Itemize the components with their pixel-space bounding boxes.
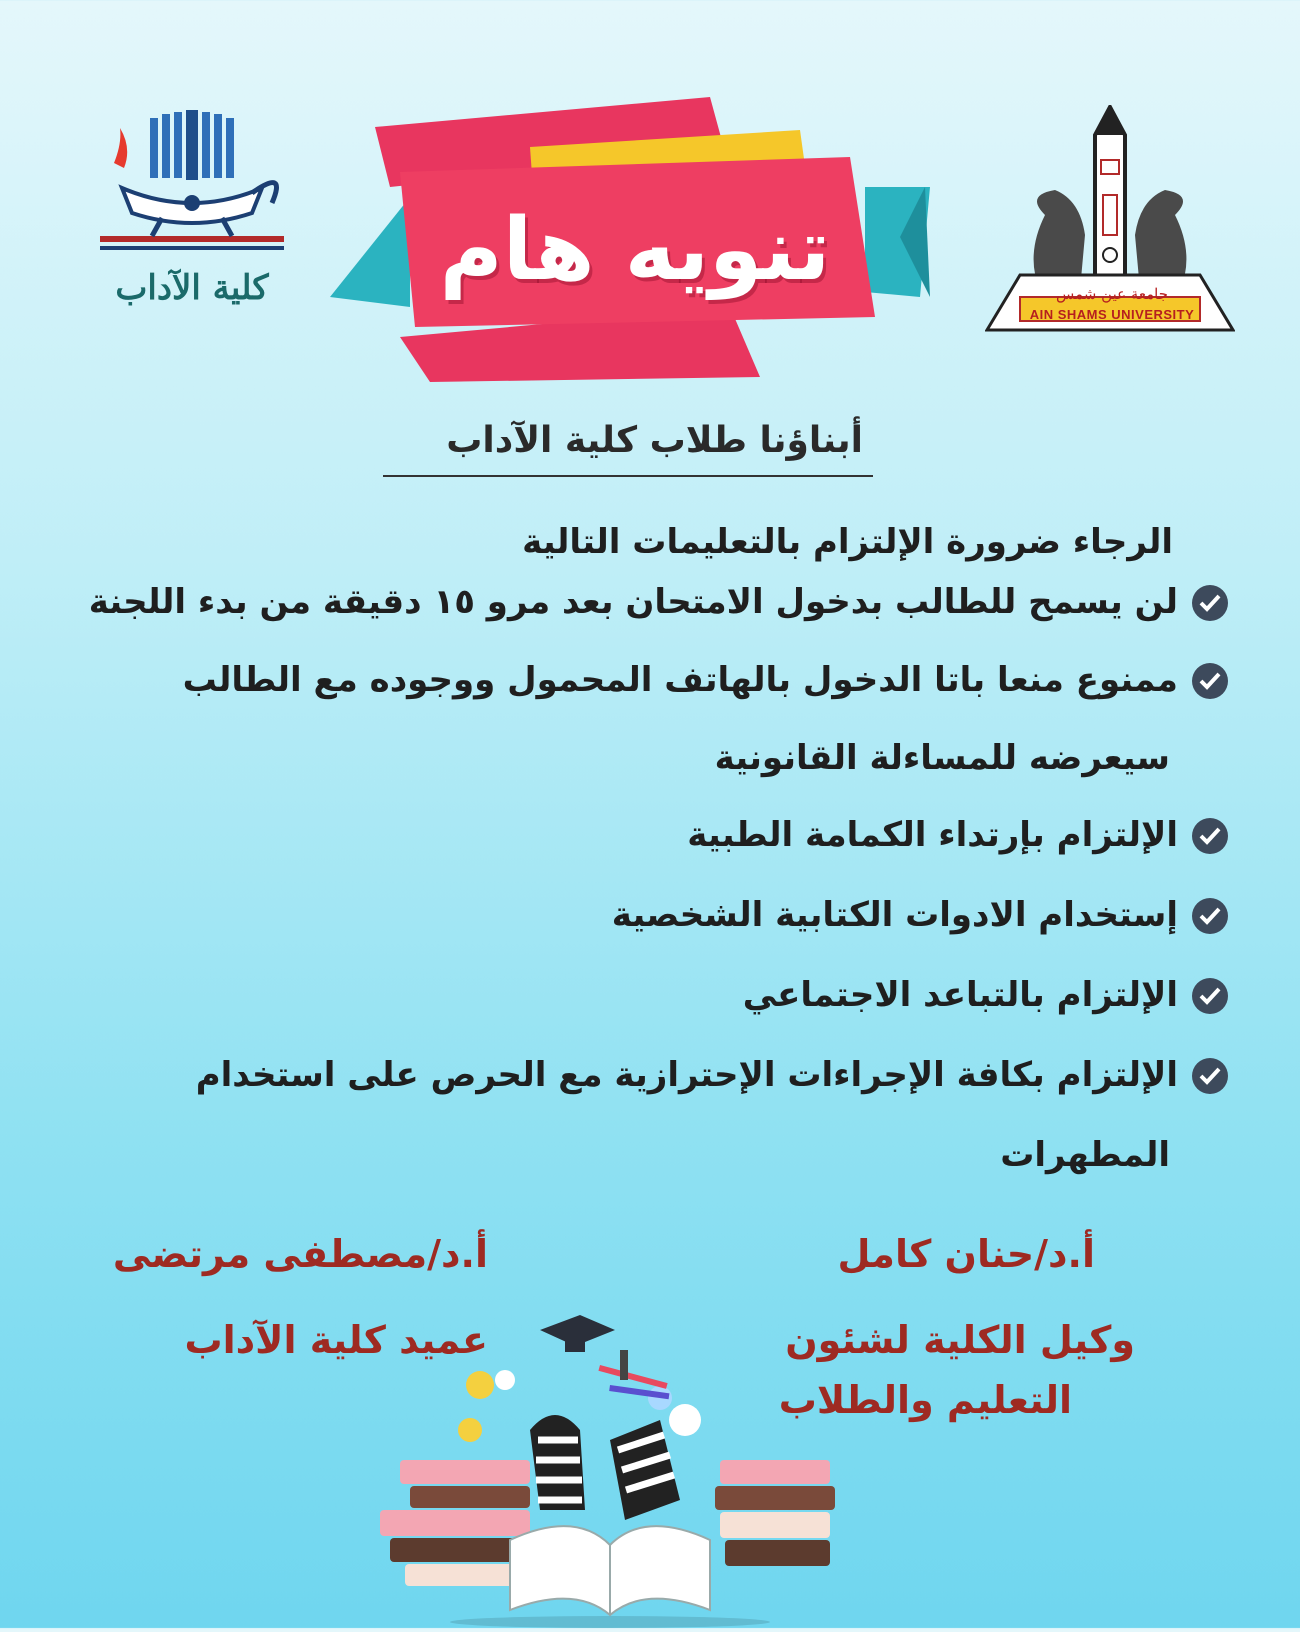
rule-item: الإلتزام بكافة الإجراءات الإحترازية مع الحرص على استخدام [195, 1055, 1178, 1095]
books-stack-icon [380, 1310, 840, 1628]
check-circle-icon [1192, 585, 1228, 621]
dean-name: أ.د/مصطفى مرتضى [112, 1232, 488, 1276]
check-circle-icon [1192, 1058, 1228, 1094]
rule-item: لن يسمح للطالب بدخول الامتحان بعد مرو ١٥ دقيقة من بدء اللجنة [88, 582, 1178, 622]
rule-item: الإلتزام بإرتداء الكمامة الطبية [687, 815, 1178, 855]
rule-item: إستخدام الادوات الكتابية الشخصية [611, 895, 1178, 935]
graduation-cap-icon [540, 1315, 615, 1352]
faculty-logo-text: كلية الآداب [115, 268, 269, 308]
check-circle-icon [1192, 663, 1228, 699]
vice-dean-name: أ.د/حنان كامل [837, 1232, 1095, 1276]
dean-title: عميد كلية الآداب [184, 1318, 488, 1362]
check-circle-icon [1192, 978, 1228, 1014]
vice-dean-title: وكيل الكلية لشئون [785, 1318, 1135, 1362]
university-name-english: AIN SHAMS UNIVERSITY [1029, 307, 1195, 322]
rule-item: الإلتزام بالتباعد الاجتماعي [742, 975, 1178, 1015]
greeting-heading: أبناؤنا طلاب كلية الآداب [383, 420, 873, 477]
banner-title: تنويه هام [439, 200, 831, 300]
check-circle-icon [1192, 898, 1228, 934]
open-book-lamp-icon [92, 108, 292, 268]
rule-item-continuation: المطهرات [1000, 1135, 1170, 1175]
faculty-logo [92, 108, 292, 318]
books-illustration [380, 1310, 840, 1628]
rule-item: ممنوع منعا باتا الدخول بالهاتف المحمول ووجوده مع الطالب [182, 660, 1178, 700]
check-circle-icon [1192, 818, 1228, 854]
university-name-arabic: جامعة عين شمس [1056, 285, 1168, 303]
intro-text: الرجاء ضرورة الإلتزام بالتعليمات التالية [522, 522, 1173, 562]
rule-item-continuation: سيعرضه للمساءلة القانونية [714, 738, 1170, 778]
notice-banner [330, 92, 940, 392]
university-logo [985, 105, 1235, 335]
vice-dean-title: التعليم والطلاب [778, 1378, 1072, 1422]
